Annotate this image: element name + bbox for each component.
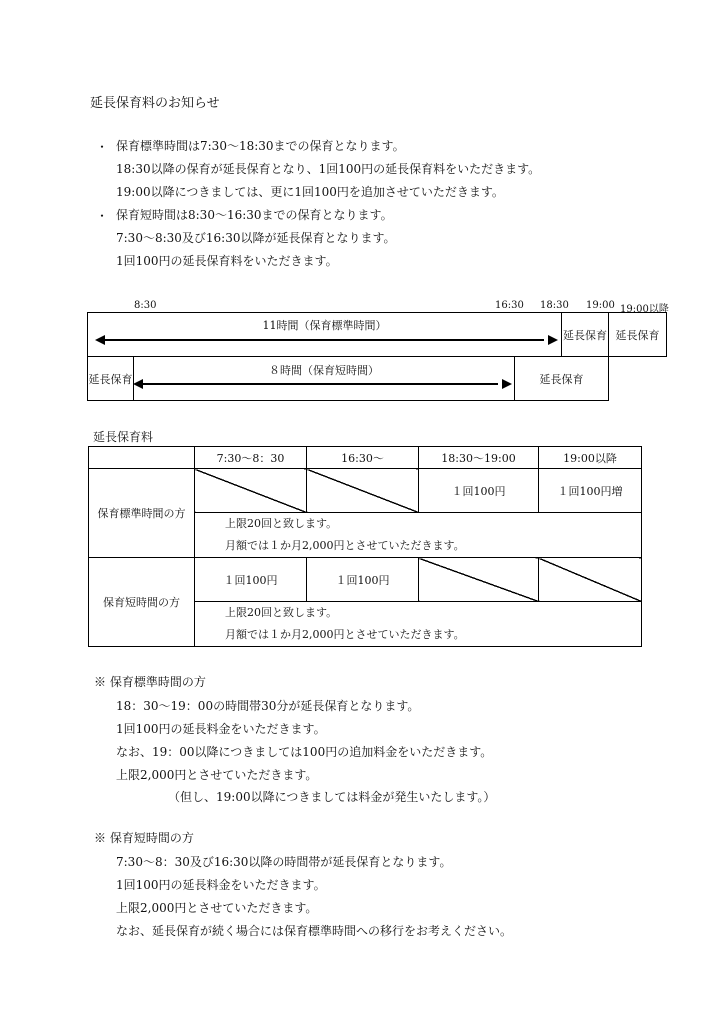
table-header-row <box>89 447 642 469</box>
note-line: 月額では１か月2,000円とさせていただきます。 <box>225 628 465 641</box>
note-line: 7:30～8：30及び16:30以降の時間帯が延長保育となります。 <box>116 855 452 869</box>
ext-label-1830: 延長保育 <box>563 328 607 342</box>
note-line: 上限20回と致します。 <box>225 517 338 530</box>
header-cell: 16:30～ <box>307 447 419 469</box>
intro-line: 1回100円の延長保育料をいただきます。 <box>116 254 338 268</box>
note-cell <box>195 602 642 647</box>
note-line: 18：30～19：00の時間帯30分が延長保育となります。 <box>116 699 420 713</box>
time-label-830: 8:30 <box>134 300 157 311</box>
fee-cell: １回100円 <box>419 469 539 513</box>
time-label-1830: 18:30 <box>540 300 569 311</box>
time-label-1630: 16:30 <box>495 300 524 311</box>
arrow-left-icon <box>133 379 143 389</box>
arrow-right-icon <box>502 379 512 389</box>
note-line: 1回100円の延長料金をいただきます。 <box>116 878 326 892</box>
note-line: なお、延長保育が続く場合には保育標準時間への移行をお考えください。 <box>116 924 513 938</box>
arrow-left-icon <box>95 335 105 345</box>
note-line: 上限2,000円とさせていただきます。 <box>116 901 318 915</box>
ext-label-morning: 延長保育 <box>88 372 133 386</box>
note-line: 上限20回と致します。 <box>225 606 338 619</box>
row-label-short: 保育短時間の方 <box>89 558 195 647</box>
note-line: なお、19：00以降につきましては100円の追加料金をいただきます。 <box>116 745 493 759</box>
note-line: 月額では１か月2,000円とさせていただきます。 <box>225 539 465 552</box>
intro-line: 19:00以降につきましては、更に1回100円を追加させていただきます。 <box>116 185 504 199</box>
note-line: 上限2,000円とさせていただきます。 <box>116 768 318 782</box>
fee-cell: １回100円 <box>195 558 307 602</box>
header-empty <box>89 447 195 469</box>
arrow-right-icon <box>548 335 558 345</box>
time-label-1900-after: 19:00以降 <box>620 304 669 315</box>
diagonal-cell <box>419 558 539 602</box>
table-row <box>89 558 642 602</box>
intro-line: 7:30～8:30及び16:30以降が延長保育となります。 <box>116 231 396 245</box>
page-title: 延長保育料のお知らせ <box>90 96 220 111</box>
time-label-1900: 19:00 <box>586 300 615 311</box>
fee-table-caption: 延長保育料 <box>93 430 154 444</box>
intro-line: 保育短時間は8:30～16:30までの保育となります。 <box>116 208 393 222</box>
ext-label-evening: 延長保育 <box>539 372 584 386</box>
ext-label-1900: 延長保育 <box>615 328 660 342</box>
fee-cell: １回100円増 <box>539 469 642 513</box>
note-line: （但し、19:00以降につきましては料金が発生いたします。） <box>168 790 496 804</box>
header-cell: 19:00以降 <box>539 447 642 469</box>
fee-table <box>88 446 642 647</box>
note-cell <box>195 513 642 558</box>
standard-arrow-line <box>104 339 544 341</box>
short-arrow-line <box>142 383 498 385</box>
bullet-marker: ・ <box>96 209 109 223</box>
header-cell: 18:30～19:00 <box>419 447 539 469</box>
row-label-standard: 保育標準時間の方 <box>89 469 195 558</box>
fee-cell: １回100円 <box>307 558 419 602</box>
header-cell: 7:30～8：30 <box>195 447 307 469</box>
short-time-label: ８時間（保育短時間） <box>269 364 379 377</box>
note-heading-standard: ※ 保育標準時間の方 <box>94 675 206 689</box>
table-row <box>89 469 642 513</box>
intro-line: 18:30以降の保育が延長保育となり、1回100円の延長保育料をいただきます。 <box>116 162 541 176</box>
bullet-marker: ・ <box>96 140 109 154</box>
note-heading-short: ※ 保育短時間の方 <box>94 831 194 845</box>
diagonal-cell <box>539 558 642 602</box>
diagonal-cell <box>307 469 419 513</box>
diagonal-cell <box>195 469 307 513</box>
intro-line: 保育標準時間は7:30～18:30までの保育となります。 <box>116 139 405 153</box>
note-line: 1回100円の延長料金をいただきます。 <box>116 722 326 736</box>
standard-time-label: 11時間（保育標準時間） <box>262 319 387 332</box>
